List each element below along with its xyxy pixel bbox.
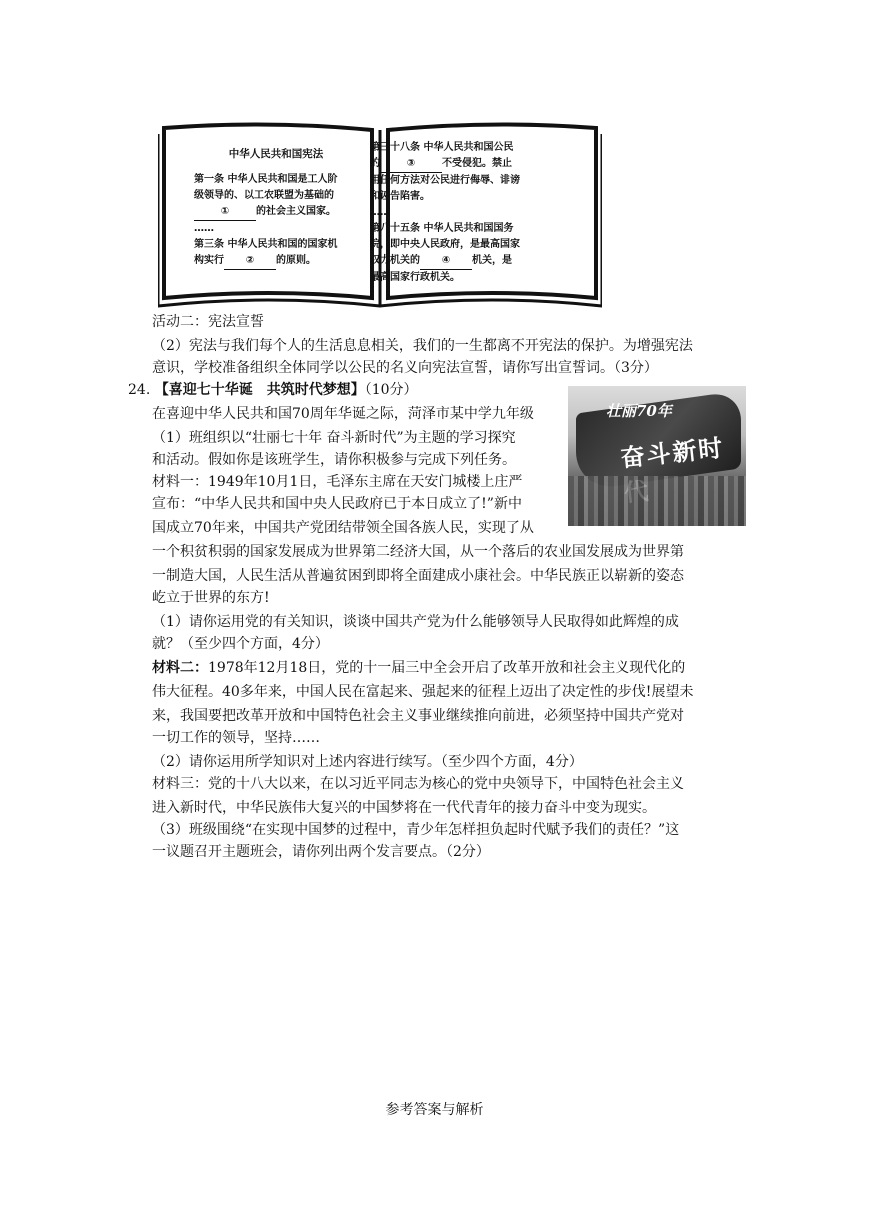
material-3-line-1: 材料三：党的十八大以来，在以习近平同志为核心的党中央领导下，中国特色社会主义 bbox=[152, 776, 684, 792]
city-skyline bbox=[568, 476, 746, 526]
blank-2: ② bbox=[224, 253, 276, 270]
blank-4: ④ bbox=[420, 253, 472, 270]
article-85-line-2: 院，即中央人民政府，是最高国家 bbox=[370, 239, 520, 250]
blank-1: ① bbox=[194, 204, 256, 221]
material-2-line-4: 一切工作的领导，坚持…… bbox=[152, 730, 320, 746]
activity2-question-line-1: （2）宪法与我们每个人的生活息息相关，我们的一生都离不开宪法的保护。为增强宪法 bbox=[152, 338, 693, 354]
article-1-line-2: 级领导的、以工农联盟为基础的 bbox=[194, 190, 334, 201]
material-2-line-1: 材料二：1978年12月18日，党的十一届三中全会开启了改革开放和社会主义现代化的 bbox=[152, 660, 686, 676]
ellipsis-right: …… bbox=[370, 207, 390, 218]
material-3-line-2: 进入新时代，中华民族伟大复兴的中国梦将在一代代青年的接力奋斗中变为现实。 bbox=[152, 800, 656, 816]
subquestion-3-line-2: 一议题召开主题班会，请你列出两个发言要点。（2分） bbox=[152, 844, 490, 860]
intro-line-1: 在喜迎中华人民共和国70周年华诞之际，菏泽市某中学九年级 bbox=[152, 406, 534, 422]
article-85-line-1: 第八十五条 中华人民共和国国务 bbox=[370, 223, 514, 234]
material-1-line-5: 一制造大国，人民生活从普遍贫困到即将全面建成小康社会。中华民族正以崭新的姿态 bbox=[152, 568, 684, 584]
material-1-line-3: 国成立70年来，中国共产党团结带领全国各族人民，实现了从 bbox=[152, 520, 534, 536]
material-1-line-2: 宣布：“中华人民共和国中央人民政府已于本日成立了!”新中 bbox=[152, 496, 522, 512]
question-number: 24. bbox=[128, 382, 151, 398]
subquestion-2: （2）请你运用所学知识对上述内容进行续写。（至少四个方面，4分） bbox=[152, 754, 583, 770]
book-left-page bbox=[194, 146, 354, 270]
activity2-question-line-2: 意识，学校准备组织全体同学以公民的名义向宪法宣誓，请你写出宣誓词。（3分） bbox=[152, 360, 658, 376]
intro-line-3: 和活动。假如你是该班学生，请你积极参与完成下列任务。 bbox=[152, 452, 516, 468]
blank-3: ③ bbox=[380, 156, 442, 173]
book-right-page bbox=[370, 140, 540, 286]
subquestion-3-line-1: （3）班级围绕“在实现中国梦的过程中，青少年怎样担负起时代赋予我们的责任？”这 bbox=[152, 822, 680, 838]
material-2-label: 材料二： bbox=[152, 660, 208, 676]
article-38-line-1: 第三十八条 中华人民共和国公民 bbox=[370, 142, 514, 153]
question-score: （10分） bbox=[364, 382, 418, 398]
poster-line-2: 奋斗新时代 bbox=[619, 432, 726, 473]
anniversary-poster-image bbox=[568, 386, 746, 526]
question-title: 【喜迎七十华诞 共筑时代梦想】 bbox=[154, 382, 365, 398]
material-1-line-1: 材料一：1949年10月1日，毛泽东主席在天安门城楼上庄严 bbox=[152, 474, 523, 490]
article-38-line-3: 用任何方法对公民进行侮辱、诽谤 bbox=[370, 175, 520, 186]
poster-line-1: 壮丽70年 bbox=[606, 402, 672, 420]
article-3-line-1: 第三条 中华人民共和国的国家机 bbox=[194, 239, 338, 250]
material-1-line-4: 一个积贫积弱的国家发展成为世界第二经济大国，从一个落后的农业国发展成为世界第 bbox=[152, 544, 684, 560]
book-title: 中华人民共和国宪法 bbox=[228, 148, 324, 160]
constitution-book-illustration bbox=[158, 120, 602, 310]
question-24-header bbox=[128, 380, 418, 400]
material-2-line-3: 来，我国要把改革开放和中国特色社会主义事业继续推向前进，必须坚持中国共产党对 bbox=[152, 708, 684, 724]
article-38-line-2: 的 ③ 不受侵犯。禁止 bbox=[370, 156, 540, 173]
article-1-line-3: ① 的社会主义国家。 bbox=[194, 204, 354, 221]
ellipsis: …… bbox=[194, 223, 214, 234]
article-85-line-4: 最高国家行政机关。 bbox=[370, 272, 460, 283]
material-1-line-6: 屹立于世界的东方! bbox=[152, 590, 270, 606]
subquestion-1-line-2: 就？（至少四个方面，4分） bbox=[152, 636, 329, 652]
article-3-line-2: 构实行 ② 的原则。 bbox=[194, 253, 354, 270]
material-2-line-2: 伟大征程。40多年来，中国人民在富起来、强起来的征程上迈出了决定性的步伐!展望未 bbox=[152, 684, 694, 700]
article-38-line-4: 和诬告陷害。 bbox=[370, 191, 430, 202]
subquestion-1-line-1: （1）请你运用党的有关知识，谈谈中国共产党为什么能够领导人民取得如此辉煌的成 bbox=[152, 614, 679, 630]
intro-line-2: （1）班组织以“壮丽七十年 奋斗新时代”为主题的学习探究 bbox=[152, 430, 516, 446]
activity2-heading: 活动二：宪法宣誓 bbox=[152, 314, 264, 330]
article-85-line-3: 权力机关的 ④ 机关，是 bbox=[370, 253, 540, 270]
article-1-line-1: 第一条 中华人民共和国是工人阶 bbox=[194, 174, 338, 185]
answer-section-heading: 参考答案与解析 bbox=[385, 1102, 484, 1118]
